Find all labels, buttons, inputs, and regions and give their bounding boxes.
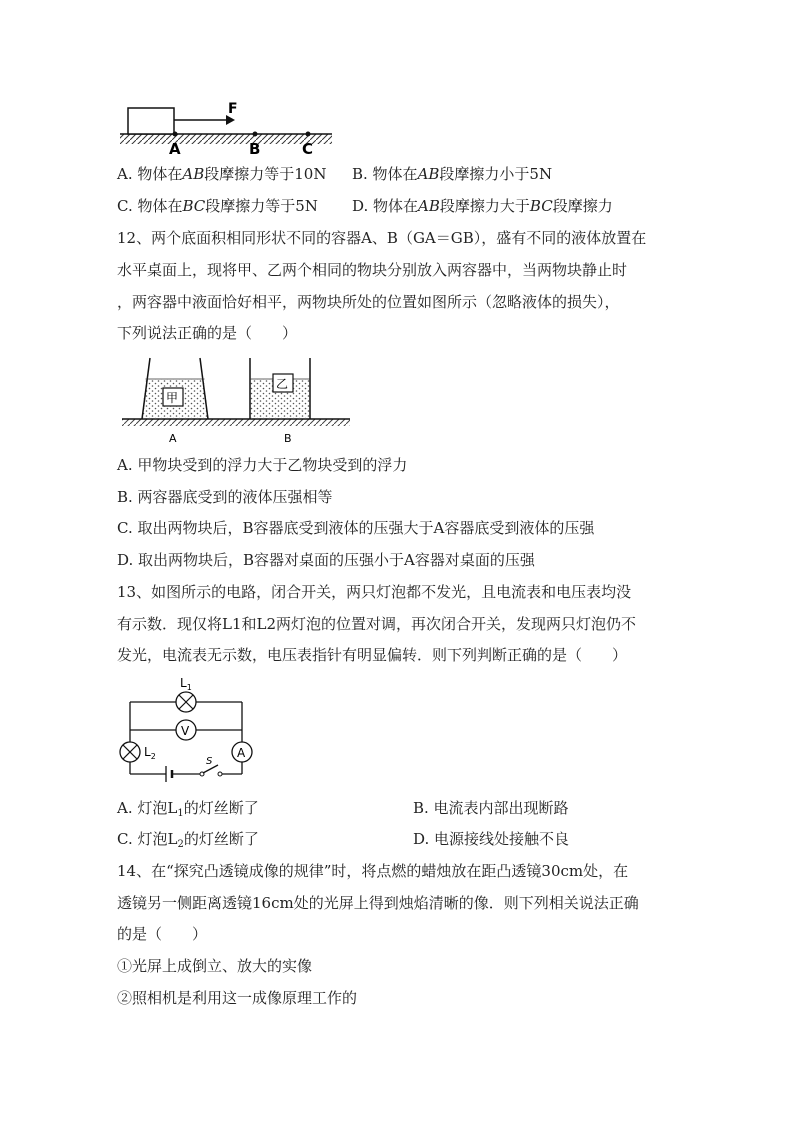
- q11-option-c: C. 物体在BC段摩擦力等于5N: [117, 197, 318, 215]
- q12-option-d: D. 取出两物块后，B容器对桌面的压强小于A容器对桌面的压强: [117, 551, 535, 569]
- q12-stem-line-4: 下列说法正确的是（ ）: [117, 324, 298, 342]
- figure-q11-force-diagram: [118, 98, 340, 158]
- q13-option-c: C. 灯泡$L_2$的灯丝断了: [117, 830, 259, 850]
- q13-stem-line-3: 发光，电流表无示数，电压表指针有明显偏转．则下列判断正确的是（ ）: [117, 646, 628, 664]
- point-a-label: A: [169, 140, 181, 158]
- q12-option-b: B. 两容器底受到的液体压强相等: [117, 488, 333, 506]
- q14-stem-line-3: 的是（ ）: [117, 925, 208, 943]
- q12-stem-line-2: 水平桌面上，现将甲、乙两个相同的物块分别放入两容器中，当两物块静止时: [117, 261, 628, 279]
- voltmeter-label: V: [181, 724, 190, 738]
- q13-stem-line-2: 有示数．现仅将L1和L2两灯泡的位置对调，再次闭合开关，发现两只灯泡仍不: [117, 615, 637, 633]
- container-b-label: B: [284, 432, 292, 445]
- block-jia-label: 甲: [166, 391, 179, 405]
- switch-contact: [218, 772, 222, 776]
- ammeter-label: A: [237, 746, 246, 760]
- q12-stem-line-3: ，两容器中液面恰好相平，两物块所处的位置如图所示（忽略液体的损失），: [117, 293, 620, 311]
- q13-option-d: D. 电源接线处接触不良: [413, 830, 570, 848]
- figure-q13-circuit: [116, 672, 256, 784]
- point-b-dot: [253, 132, 258, 137]
- switch-label: S: [206, 756, 213, 767]
- q11-option-d: D. 物体在AB段摩擦力大于BC段摩擦力: [352, 197, 613, 215]
- q11-option-b: B. 物体在AB段摩擦力小于5N: [352, 165, 553, 183]
- q12-stem-line-1: 12、两个底面积相同形状不同的容器A、B（GA＝GB），盛有不同的液体放置在: [117, 229, 647, 247]
- point-c-label: C: [302, 140, 314, 158]
- block-yi-label: 乙: [276, 377, 289, 391]
- block: [128, 108, 174, 134]
- q13-option-b: B. 电流表内部出现断路: [413, 799, 569, 817]
- table-hatch: [122, 419, 350, 426]
- q13-option-a: A. 灯泡$L_1$的灯丝断了: [117, 799, 259, 819]
- q14-stem-line-2: 透镜另一侧距离透镜16cm处的光屏上得到烛焰清晰的像．则下列相关说法正确: [117, 894, 639, 912]
- q12-option-c: C. 取出两物块后，B容器底受到液体的压强大于A容器底受到液体的压强: [117, 519, 595, 537]
- ground-hatch: [120, 134, 332, 144]
- force-label: F: [228, 101, 238, 117]
- point-b-label: B: [249, 140, 261, 158]
- q13-stem-line-1: 13、如图所示的电路，闭合开关，两只灯泡都不发光，且电流表和电压表均没: [117, 583, 632, 601]
- lamp-l1-label: $L_1$: [180, 676, 192, 692]
- figure-q12-containers: [118, 352, 354, 448]
- q14-stem-line-1: 14、在“探究凸透镜成像的规律”时，将点燃的蜡烛放在距凸透镜30cm处，在: [117, 862, 629, 880]
- q11-option-a: A. 物体在AB段摩擦力等于10N: [117, 165, 327, 183]
- q12-option-a: A. 甲物块受到的浮力大于乙物块受到的浮力: [117, 456, 408, 474]
- container-a-label: A: [169, 432, 177, 445]
- point-c-dot: [306, 132, 311, 137]
- point-a-dot: [173, 132, 178, 137]
- lamp-l2-label: $L_2$: [144, 745, 156, 761]
- q14-statement-2: ②照相机是利用这一成像原理工作的: [117, 989, 358, 1007]
- q14-statement-1: ①光屏上成倒立、放大的实像: [117, 957, 313, 975]
